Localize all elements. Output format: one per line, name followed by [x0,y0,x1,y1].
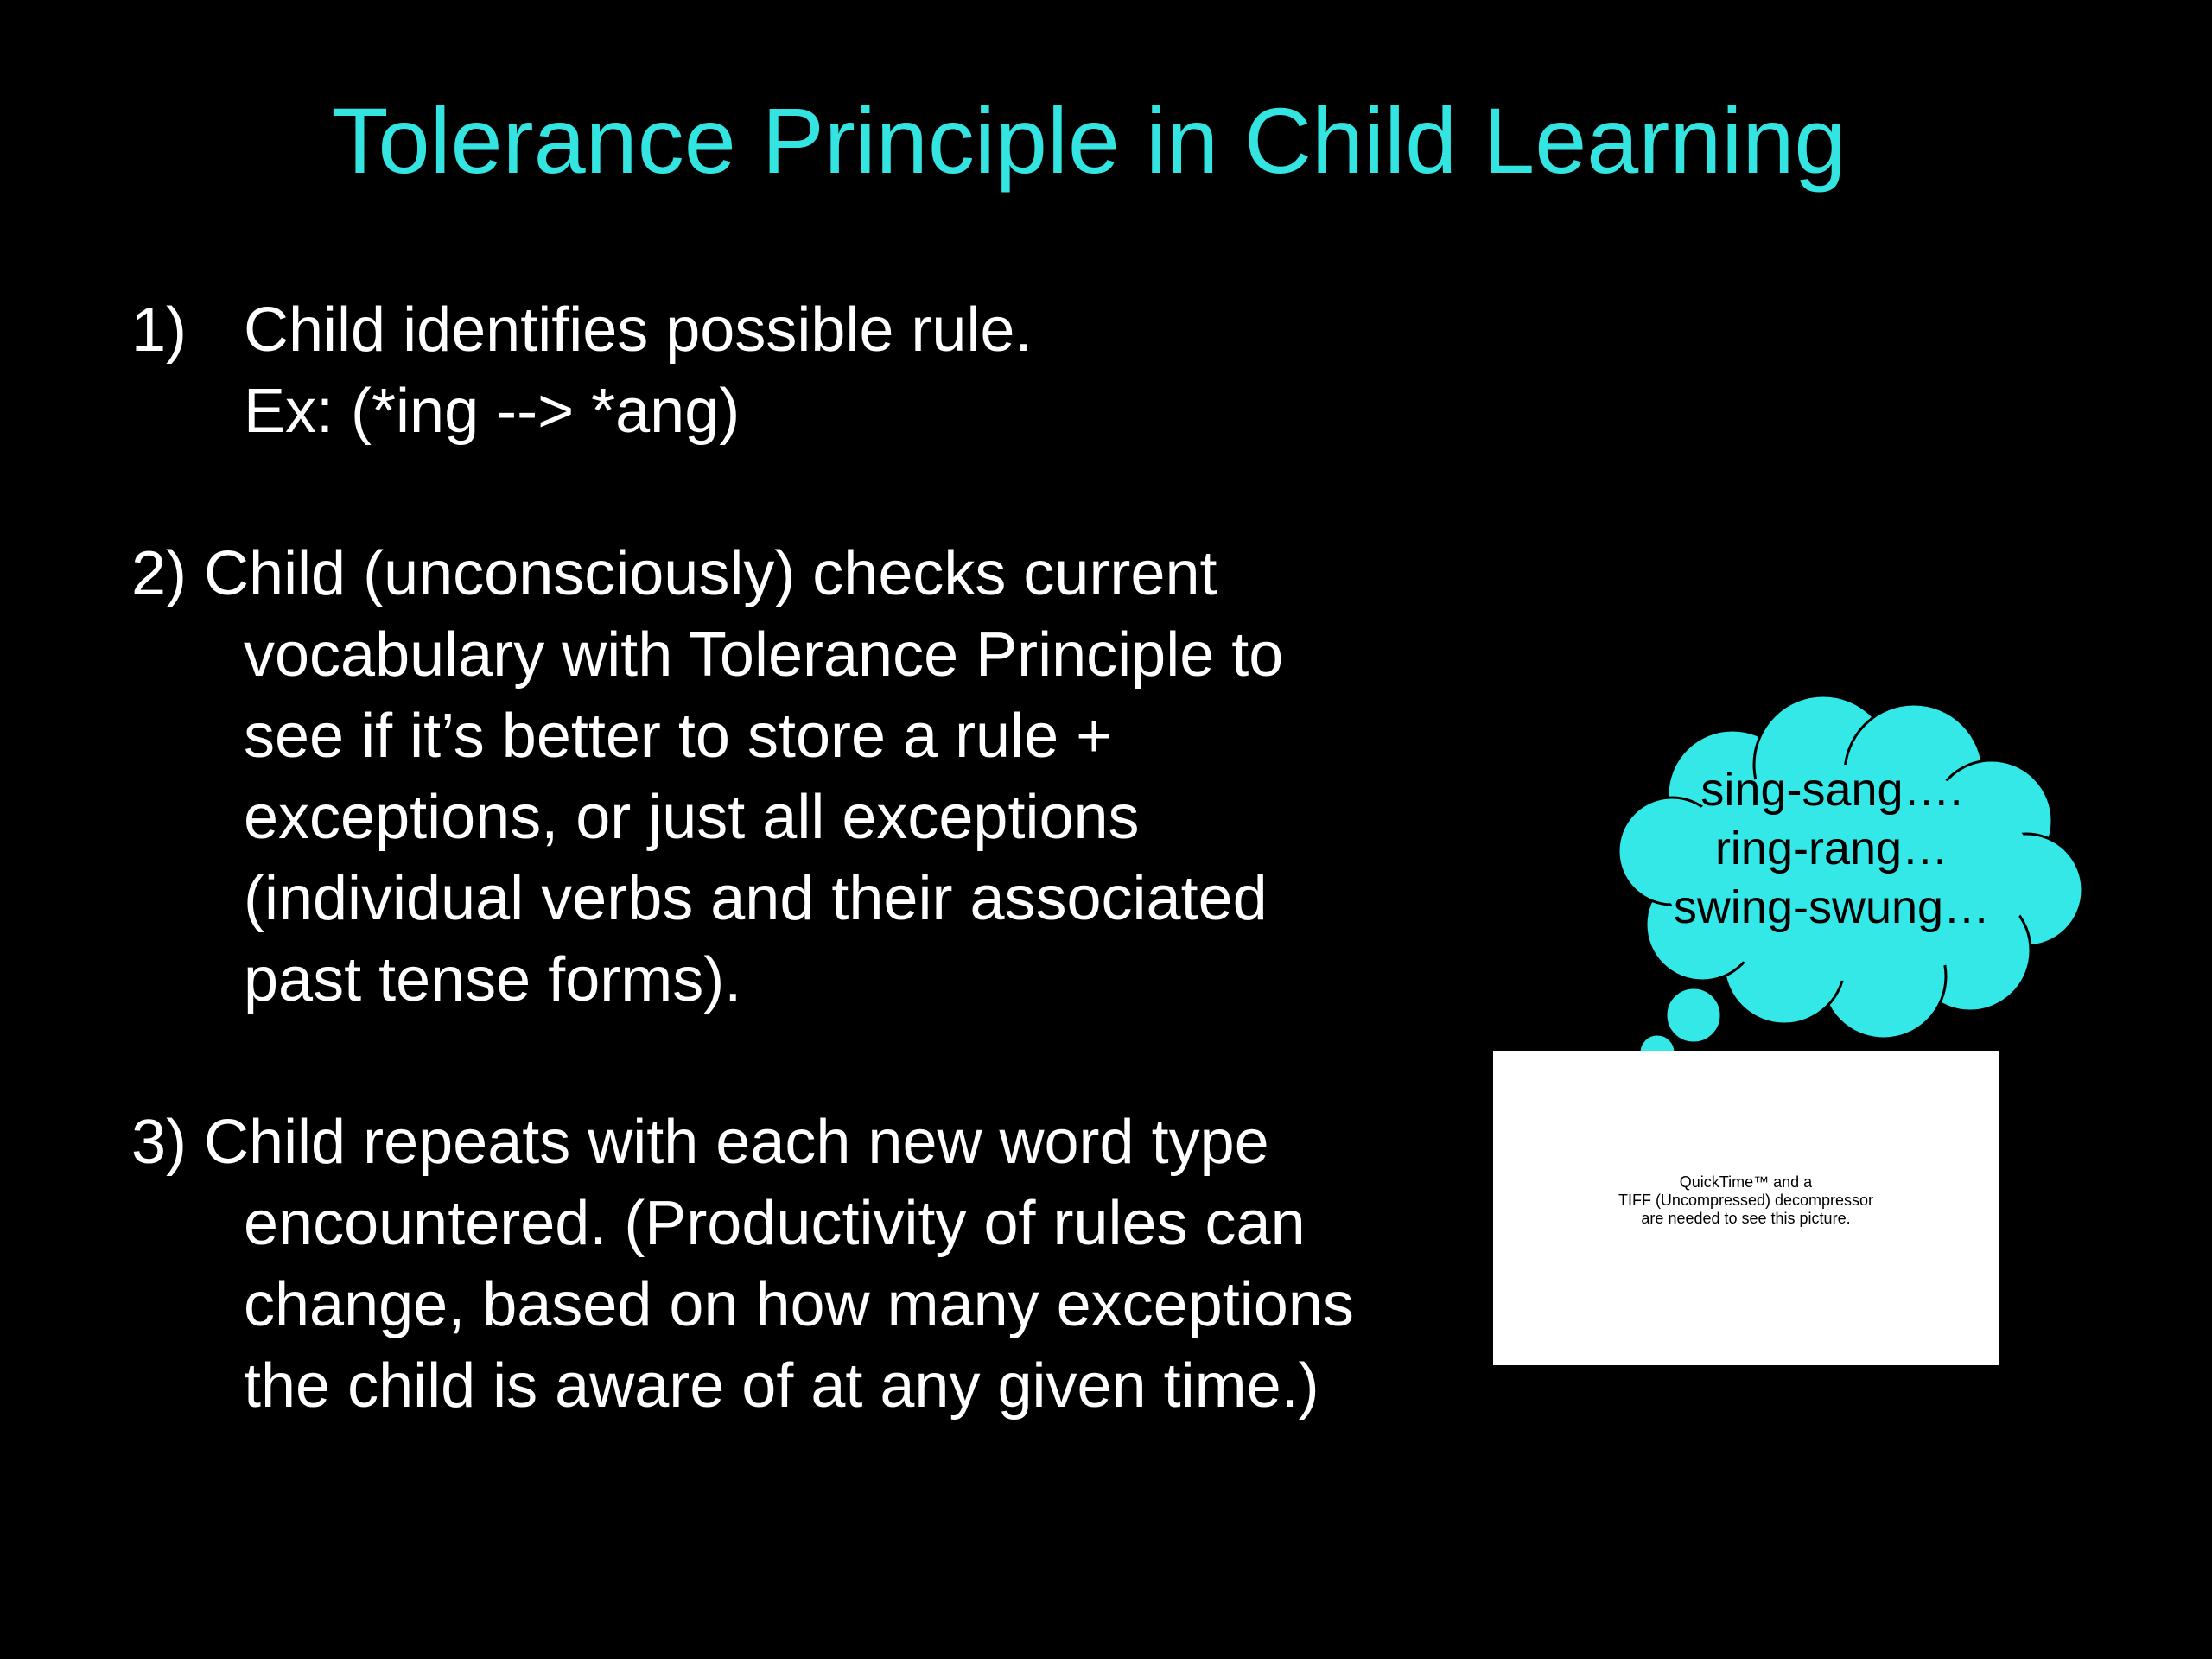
point-2-line-3: see if it’s better to store a rule + [244,702,1113,771]
point-1-number: 1) [131,296,188,365]
point-1-line-1 [131,289,1514,371]
slide-title: Tolerance Principle in Child Learning [331,88,1847,193]
placeholder-line-1: QuickTime™ and a [1679,1173,1813,1191]
thought-line: swing-swung… [1673,881,1991,933]
placeholder-message [1493,1173,1999,1228]
placeholder-line-3: are needed to see this picture. [1641,1210,1851,1227]
spacer [131,452,1514,533]
spacer [131,1020,1514,1102]
point-2-line-4: exceptions, or just all exceptions [244,783,1140,852]
point-3-line-2: encountered. (Productivity of rules can [244,1189,1306,1258]
thought-line: sing-sang…. [1700,764,1963,816]
thought-line: ring-rang… [1714,823,1949,874]
point-1-text: Child identifies possible rule. [244,296,1033,365]
point-1-example: Ex: (*ing --> *ang) [244,377,741,446]
point-2-line-6: past tense forms). [244,945,742,1014]
point-2-line-5: (individual verbs and their associated [244,864,1268,933]
placeholder-line-2: TIFF (Uncompressed) decompressor [1618,1192,1874,1209]
point-3-line-1: 3) Child repeats with each new word type [131,1108,1269,1177]
slide-body [131,289,1514,1427]
point-2-line-1: 2) Child (unconsciously) checks current [131,539,1217,608]
point-3-line-4: the child is aware of at any given time.) [244,1351,1319,1421]
thought-bubble-text [1607,760,2056,937]
missing-image-placeholder [1493,1051,1999,1365]
point-3-line-3: change, based on how many exceptions [244,1270,1354,1339]
point-2-line-2: vocabulary with Tolerance Principle to [244,620,1284,690]
